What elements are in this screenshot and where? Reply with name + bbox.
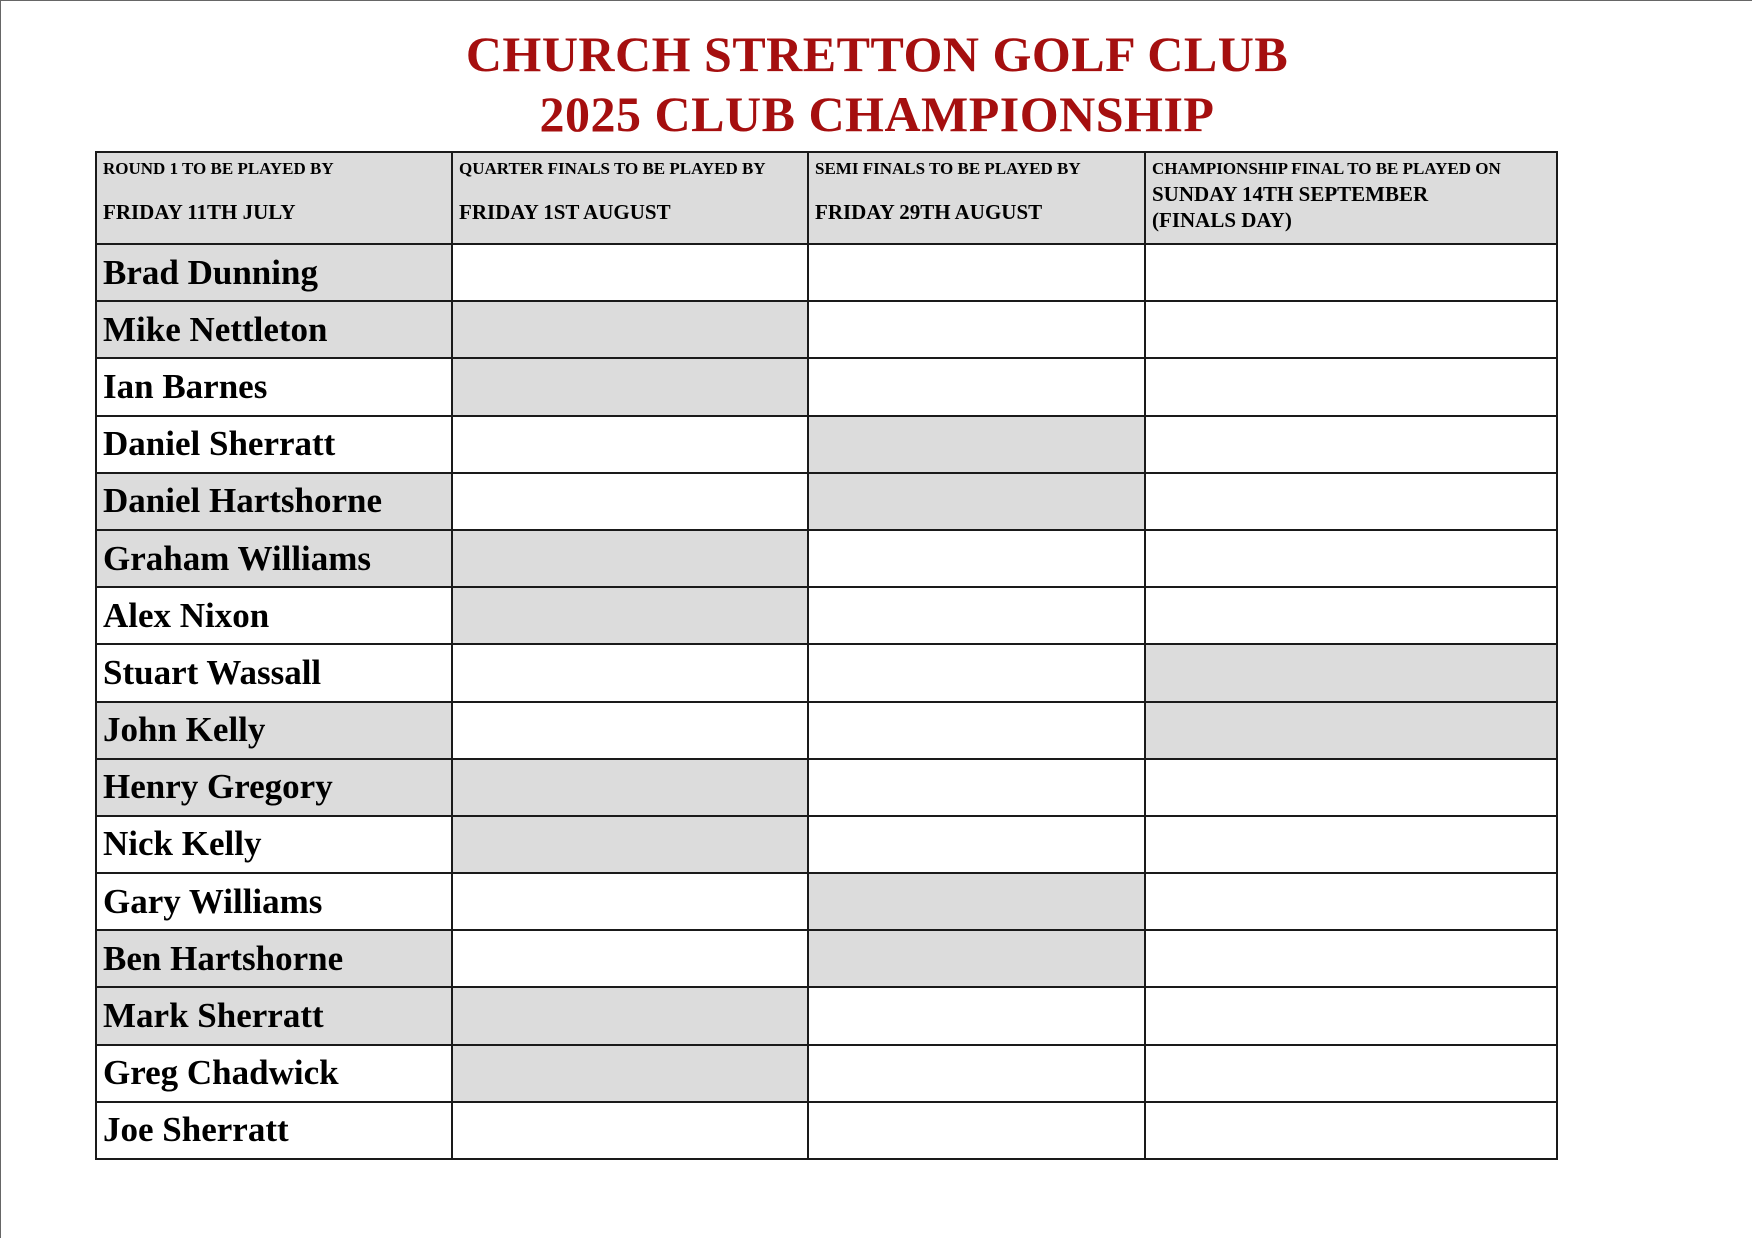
semi-final-cell	[808, 759, 1145, 816]
quarter-final-cell	[452, 702, 808, 759]
header-semi-finals-label: SEMI FINALS TO BE PLAYED BY	[815, 159, 1081, 178]
player-name: Ben Hartshorne	[103, 938, 344, 978]
table-row	[96, 473, 1557, 530]
quarter-final-cell	[452, 873, 808, 930]
final-cell	[1145, 530, 1557, 587]
player-name: Henry Gregory	[103, 767, 333, 807]
final-cell	[1145, 759, 1557, 816]
player-name: John Kelly	[103, 710, 266, 750]
final-cell	[1145, 358, 1557, 415]
header-quarter-finals	[452, 152, 808, 244]
player-name: Nick Kelly	[103, 824, 262, 864]
semi-final-cell	[808, 816, 1145, 873]
player-name: Graham Williams	[103, 538, 372, 578]
final-cell	[1145, 473, 1557, 530]
quarter-final-cell	[452, 644, 808, 701]
player-cell	[96, 358, 452, 415]
semi-final-cell	[808, 873, 1145, 930]
header-final-note: (FINALS DAY)	[1152, 208, 1292, 232]
final-cell	[1145, 301, 1557, 358]
player-cell	[96, 930, 452, 987]
table-row	[96, 759, 1557, 816]
header-round-1-date: FRIDAY 11TH JULY	[103, 200, 296, 224]
table-row	[96, 1045, 1557, 1102]
player-cell	[96, 644, 452, 701]
quarter-final-cell	[452, 587, 808, 644]
final-cell	[1145, 1045, 1557, 1102]
player-name: Brad Dunning	[103, 252, 318, 292]
player-name: Daniel Sherratt	[103, 424, 336, 464]
header-row	[96, 152, 1557, 244]
player-cell	[96, 759, 452, 816]
table-row	[96, 930, 1557, 987]
quarter-final-cell	[452, 244, 808, 301]
quarter-final-cell	[452, 416, 808, 473]
quarter-final-cell	[452, 987, 808, 1044]
quarter-final-cell	[452, 1045, 808, 1102]
table-row	[96, 301, 1557, 358]
player-cell	[96, 987, 452, 1044]
semi-final-cell	[808, 702, 1145, 759]
final-cell	[1145, 644, 1557, 701]
table-row	[96, 530, 1557, 587]
semi-final-cell	[808, 930, 1145, 987]
player-name: Daniel Hartshorne	[103, 481, 383, 521]
final-cell	[1145, 987, 1557, 1044]
player-cell	[96, 1045, 452, 1102]
quarter-final-cell	[452, 358, 808, 415]
semi-final-cell	[808, 244, 1145, 301]
semi-final-cell	[808, 644, 1145, 701]
semi-final-cell	[808, 473, 1145, 530]
quarter-final-cell	[452, 530, 808, 587]
player-name: Joe Sherratt	[103, 1110, 289, 1150]
title-club-name: CHURCH STRETTON GOLF CLUB	[465, 26, 1289, 82]
player-cell	[96, 873, 452, 930]
semi-final-cell	[808, 416, 1145, 473]
semi-final-cell	[808, 530, 1145, 587]
player-cell	[96, 301, 452, 358]
final-cell	[1145, 587, 1557, 644]
header-final-label: CHAMPIONSHIP FINAL TO BE PLAYED ON	[1152, 159, 1501, 178]
quarter-final-cell	[452, 1102, 808, 1159]
quarter-final-cell	[452, 816, 808, 873]
quarter-final-cell	[452, 473, 808, 530]
document-title	[0, 24, 1754, 144]
player-cell	[96, 1102, 452, 1159]
header-quarter-finals-date: FRIDAY 1ST AUGUST	[459, 200, 671, 224]
player-cell	[96, 587, 452, 644]
player-cell	[96, 244, 452, 301]
player-cell	[96, 473, 452, 530]
quarter-final-cell	[452, 301, 808, 358]
table-row	[96, 987, 1557, 1044]
final-cell	[1145, 930, 1557, 987]
player-name: Greg Chadwick	[103, 1053, 339, 1093]
player-cell	[96, 816, 452, 873]
table-row	[96, 416, 1557, 473]
final-cell	[1145, 244, 1557, 301]
semi-final-cell	[808, 358, 1145, 415]
title-championship: 2025 CLUB CHAMPIONSHIP	[539, 86, 1215, 142]
semi-final-cell	[808, 987, 1145, 1044]
player-name: Alex Nixon	[103, 595, 270, 635]
championship-bracket-table	[95, 151, 1558, 1160]
final-cell	[1145, 816, 1557, 873]
final-cell	[1145, 702, 1557, 759]
final-cell	[1145, 873, 1557, 930]
header-semi-finals	[808, 152, 1145, 244]
player-name: Mike Nettleton	[103, 309, 328, 349]
table-row	[96, 244, 1557, 301]
player-cell	[96, 530, 452, 587]
semi-final-cell	[808, 1102, 1145, 1159]
player-cell	[96, 702, 452, 759]
header-semi-finals-date: FRIDAY 29TH AUGUST	[815, 200, 1043, 224]
header-quarter-finals-label: QUARTER FINALS TO BE PLAYED BY	[459, 159, 766, 178]
table-row	[96, 816, 1557, 873]
final-cell	[1145, 1102, 1557, 1159]
table-row	[96, 1102, 1557, 1159]
semi-final-cell	[808, 301, 1145, 358]
player-name: Gary Williams	[103, 881, 323, 921]
header-final-date: SUNDAY 14TH SEPTEMBER	[1152, 182, 1429, 206]
table-row	[96, 644, 1557, 701]
player-cell	[96, 416, 452, 473]
table-row	[96, 873, 1557, 930]
quarter-final-cell	[452, 759, 808, 816]
table-row	[96, 702, 1557, 759]
final-cell	[1145, 416, 1557, 473]
header-final	[1145, 152, 1557, 244]
header-round-1	[96, 152, 452, 244]
semi-final-cell	[808, 587, 1145, 644]
player-name: Mark Sherratt	[103, 996, 324, 1036]
table-row	[96, 587, 1557, 644]
player-name: Ian Barnes	[103, 366, 268, 406]
table-row	[96, 358, 1557, 415]
player-name: Stuart Wassall	[103, 652, 322, 692]
semi-final-cell	[808, 1045, 1145, 1102]
quarter-final-cell	[452, 930, 808, 987]
header-round-1-label: ROUND 1 TO BE PLAYED BY	[103, 159, 334, 178]
